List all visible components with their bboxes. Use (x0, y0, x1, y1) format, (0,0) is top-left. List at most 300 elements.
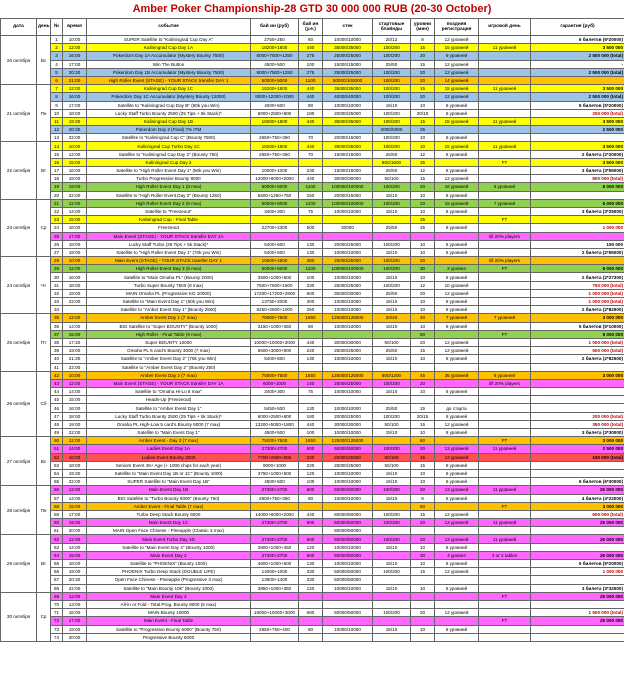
cell-s (323, 216, 373, 224)
cell-g: 2 билета (2*20000) (531, 150, 624, 158)
date-cell: 28 октября (1, 486, 37, 535)
cell-b: 2900+750+350 (251, 494, 299, 502)
cell-b: 18200+1800 (251, 142, 299, 150)
cell-b: 50000+5000 (251, 199, 299, 207)
cell-e: Pokerdom Day 1A Accumulator (Mystery Bounty 7500) (87, 52, 251, 60)
cell-bl: 25/50 (373, 150, 411, 158)
cell-n: 41 (51, 363, 63, 371)
cell-n: 56 (51, 486, 63, 494)
cell-u: 75 (299, 388, 323, 396)
cell-t: 14:00 (63, 494, 87, 502)
cell-u: 130 (299, 404, 323, 412)
cell-n: 64 (51, 551, 63, 559)
cell-t: 12:00 (63, 265, 87, 273)
cell-l: 20 (411, 535, 435, 543)
cell-t: 19:00 (63, 175, 87, 183)
cell-b: 12000+8000+2000 (251, 175, 299, 183)
cell-b (251, 600, 299, 608)
cell-b: 5400+600 (251, 240, 299, 248)
cell-n: 23 (51, 216, 63, 224)
cell-bl: 50/100 (373, 461, 411, 469)
cell-g (531, 576, 624, 584)
event-row (1, 232, 624, 240)
cell-t: 20:30 (63, 68, 87, 76)
cell-s: 125000/125000 (323, 437, 373, 445)
event-row (1, 240, 624, 248)
cell-u: 120 (299, 543, 323, 551)
cell-r (435, 126, 479, 134)
cell-r: 13 уровней (435, 535, 479, 543)
cell-d (479, 510, 531, 518)
date-cell: 25 октября (1, 314, 37, 371)
cell-d (479, 134, 531, 142)
event-row (1, 338, 624, 346)
cell-n: 18 (51, 175, 63, 183)
cell-d (479, 289, 531, 297)
cell-u (299, 363, 323, 371)
cell-r: 6 уровней (435, 388, 479, 396)
cell-n: 4 (51, 60, 63, 68)
cell-e: Kaliningrad Cup Day 1B (87, 117, 251, 125)
cell-bl: 100/200 (373, 142, 411, 150)
event-row (1, 363, 624, 371)
cell-u (299, 617, 323, 625)
cell-e: Amber Event - Day 3 (7 max) (87, 437, 251, 445)
event-row (1, 306, 624, 314)
cell-b: 3400+300 (251, 388, 299, 396)
cell-g (531, 76, 624, 84)
cell-s: 50000/50000 (323, 609, 373, 617)
cell-d (479, 494, 531, 502)
cell-l: 15 (411, 420, 435, 428)
cell-t: 22:00 (63, 584, 87, 592)
cell-g: 750 000 (total) (531, 281, 624, 289)
date-cell: 27 октября (1, 437, 37, 486)
cell-u: 90 (299, 322, 323, 330)
cell-t: 22:00 (63, 191, 87, 199)
cell-e: Kaliningrad Cup Day 2 (87, 158, 251, 166)
cell-n: 43 (51, 379, 63, 387)
cell-d: till 20% players (479, 257, 531, 265)
cell-g: 3 билета (3*32500) (531, 584, 624, 592)
cell-t: 15:00 (63, 502, 87, 510)
cell-g: 2 билета (2*82500) (531, 306, 624, 314)
cell-d: 6 уровней (479, 183, 531, 191)
cell-t: 15:00 (63, 551, 87, 559)
cell-s: 25000/25000 (323, 52, 373, 60)
event-row (1, 101, 624, 109)
cell-bl: 100/200 (373, 44, 411, 52)
cell-n: 44 (51, 388, 63, 396)
cell-r: 6 уровней (435, 248, 479, 256)
cell-n: 47 (51, 412, 63, 420)
cell-d (479, 240, 531, 248)
cell-e: Main Event (STAGE) - YOUR STACK transfer DAY 1A (87, 379, 251, 387)
event-row (1, 322, 624, 330)
event-row (1, 314, 624, 322)
cell-u (299, 216, 323, 224)
cell-u: 130 (299, 560, 323, 568)
cell-g: 250 000 (total) (531, 109, 624, 117)
column-header: игровой день (479, 19, 531, 36)
cell-t: 18:00 (63, 240, 87, 248)
event-row (1, 576, 624, 584)
event-row (1, 224, 624, 232)
cell-n: 40 (51, 355, 63, 363)
column-header: гарантия (руб) (531, 19, 624, 36)
cell-bl: 100/200 (373, 134, 411, 142)
cell-b: 2850+750+400 (251, 625, 299, 633)
cell-s (323, 363, 373, 371)
cell-g: 3 000 000 (531, 437, 624, 445)
cell-r: 12 уровней (435, 347, 479, 355)
cell-t: 20:30 (63, 126, 87, 134)
event-row (1, 199, 624, 207)
date-cell: 24 октября (1, 257, 37, 314)
cell-s: 50000/50000 (323, 527, 373, 535)
cell-n: 22 (51, 207, 63, 215)
cell-r: 6 уровней (435, 560, 479, 568)
cell-d: 6 уровней (479, 371, 531, 379)
cell-e: Amber Event Day 1 (7 max) (87, 314, 251, 322)
event-row (1, 281, 624, 289)
cell-t: 16:00 (63, 609, 87, 617)
cell-t: 17:00 (63, 60, 87, 68)
column-header: время (63, 19, 87, 36)
cell-b: 3400+300 (251, 207, 299, 215)
cell-d (479, 633, 531, 641)
cell-r: 12 уровней (435, 93, 479, 101)
cell-b: 3500+1000+500 (251, 273, 299, 281)
event-row (1, 150, 624, 158)
cell-d (479, 101, 531, 109)
cell-l: 15 (411, 60, 435, 68)
cell-l: 10 (411, 191, 435, 199)
cell-d (479, 109, 531, 117)
cell-n: 59 (51, 510, 63, 518)
cell-s: 125000/125000 (323, 314, 373, 322)
cell-l (411, 617, 435, 625)
event-row (1, 404, 624, 412)
cell-l: 45 (411, 371, 435, 379)
cell-s: 20000/25000 (323, 109, 373, 117)
cell-d: FT (479, 216, 531, 224)
cell-e: Lucky Staff Turbo Bounty 2500 (25 Tips + 5k Stack)* (87, 412, 251, 420)
cell-e: Satellite to "Kaliningrad Cup Day B" (50k you Win) (87, 101, 251, 109)
cell-s: 10000/10000 (323, 36, 373, 44)
cell-d (479, 469, 531, 477)
event-row (1, 76, 624, 84)
cell-b: 27300+2700 (251, 551, 299, 559)
cell-r: 6 уровней (435, 240, 479, 248)
page-title: Amber Poker Championship-28 GTD 30 000 000 RUB (20-30 October) (132, 3, 492, 15)
cell-r: 8 уровней (435, 224, 479, 232)
cell-b: 7700+2500+800 (251, 453, 299, 461)
cell-s: 10000/10000 (323, 429, 373, 437)
cell-e: Win The Button (87, 60, 251, 68)
date-cell: 30 октября (1, 592, 37, 641)
cell-e: Satellite to "Main Event Day 1B or 1C" (Bounty 1000) (87, 469, 251, 477)
cell-l: 20 (411, 519, 435, 527)
cell-r: 12 уровней (435, 175, 479, 183)
event-row (1, 584, 624, 592)
cell-e: Lucky Staff Turbo Bounty 2500 (25 Tips + 5k Stack)* (87, 109, 251, 117)
cell-g: 1 000 000 (total) (531, 289, 624, 297)
cell-b: 50000+5000 (251, 265, 299, 273)
cell-l: 25 (411, 126, 435, 134)
cell-b: 75000+7500 (251, 371, 299, 379)
cell-d (479, 36, 531, 44)
cell-l: 8 (411, 494, 435, 502)
cell-b: 5450+500 (251, 404, 299, 412)
cell-b: 4000+500 (251, 101, 299, 109)
column-header: № (51, 19, 63, 36)
cell-bl: 100/200 (373, 535, 411, 543)
cell-d (479, 126, 531, 134)
cell-bl: 100/200 (373, 412, 411, 420)
cell-g: 3 000 000 (531, 502, 624, 510)
cell-d (479, 363, 531, 371)
cell-s: 10000/10000 (323, 469, 373, 477)
cell-s (323, 592, 373, 600)
cell-n: 35 (51, 314, 63, 322)
cell-b (251, 126, 299, 134)
cell-l: 20 (411, 379, 435, 387)
cell-e: SUPER Satellite to "Kaliningrad Cup Day A" (87, 36, 251, 44)
cell-l (411, 633, 435, 641)
cell-r: 7 уровней (435, 314, 479, 322)
cell-l: 35 (411, 158, 435, 166)
cell-r (435, 232, 479, 240)
cell-n: 48 (51, 420, 63, 428)
cell-e: Main Event (STAGE) - YOUR STACK transfer DAY 1 (87, 257, 251, 265)
date-cell: 22 октября (1, 142, 37, 199)
cell-g: 1 000 000 (531, 568, 624, 576)
cell-s: 60000/60000 (323, 510, 373, 518)
cell-e: Amber Event - Final Table (7 max) (87, 502, 251, 510)
cell-n: 30 (51, 273, 63, 281)
cell-g: 6 билетов (6*30000) (531, 478, 624, 486)
cell-g (531, 216, 624, 224)
cell-e: Pokerdom Day 1C Accumulator (Mystery Bounty 12000) (87, 93, 251, 101)
cell-s (323, 232, 373, 240)
column-header: бай ин (руб) (251, 19, 299, 36)
cell-b (251, 396, 299, 404)
cell-b: 2650+750+350 (251, 150, 299, 158)
cell-t: 12:00 (63, 199, 87, 207)
cell-g (531, 379, 624, 387)
cell-l: 20 (411, 68, 435, 76)
cell-t: 14:00 (63, 445, 87, 453)
cell-d (479, 429, 531, 437)
cell-g: 5 билетов (5*20000) (531, 560, 624, 568)
cell-s: 10000/10000 (323, 404, 373, 412)
cell-bl (373, 437, 411, 445)
event-row (1, 469, 624, 477)
cell-l: 20 (411, 289, 435, 297)
cell-bl: 100/200 (373, 76, 411, 84)
weekday-cell: Вт (37, 535, 51, 592)
cell-e: Main Event (STAGE) - YOUR STACK transfer DAY 1A (87, 232, 251, 240)
event-row (1, 216, 624, 224)
cell-g: 3 500 000 (531, 158, 624, 166)
cell-bl: 15/10 (373, 248, 411, 256)
schedule-table (0, 18, 624, 642)
cell-d (479, 625, 531, 633)
cell-u: 440 (299, 142, 323, 150)
cell-b: 6000+2500+800 (251, 109, 299, 117)
cell-l: 10 (411, 355, 435, 363)
weekday-cell: Вт (37, 142, 51, 199)
cell-e: High Roller Event (STAGE) - YOUR STACK transfer DAY 1 (87, 76, 251, 84)
cell-e: BIG Satellite to "Super BOUNTY" (Bounty 1000) (87, 322, 251, 330)
cell-d (479, 404, 531, 412)
cell-e: Satellite to "PHOENIX" (Bounty 1000) (87, 560, 251, 568)
cell-bl (373, 633, 411, 641)
cell-l: 15 (411, 117, 435, 125)
cell-t: 19:30 (63, 117, 87, 125)
event-row (1, 478, 624, 486)
cell-e: Progressive Bounty 6000 (87, 633, 251, 641)
cell-r: 6 уровней (435, 109, 479, 117)
cell-l: 20 (411, 52, 435, 60)
cell-r: 6 уровней (435, 167, 479, 175)
cell-s (323, 600, 373, 608)
cell-t: 20:00 (63, 633, 87, 641)
cell-e: BIG Satellite to "Turbo Bounty 6000" (Bounty 750) (87, 494, 251, 502)
cell-u: 75 (299, 207, 323, 215)
cell-d (479, 167, 531, 175)
cell-n: 70 (51, 600, 63, 608)
cell-r (435, 527, 479, 535)
cell-b: 8250+2500+1000 (251, 306, 299, 314)
cell-l: 10 (411, 248, 435, 256)
cell-b (251, 617, 299, 625)
cell-t: 13:00 (63, 600, 87, 608)
event-row (1, 36, 624, 44)
cell-t: 10:00 (63, 371, 87, 379)
event-row (1, 494, 624, 502)
cell-s: 25000/25000 (323, 68, 373, 76)
cell-bl (373, 600, 411, 608)
cell-b: 18200+1800 (251, 117, 299, 125)
cell-r: 6 уровней (435, 429, 479, 437)
weekday-cell: Вс (37, 36, 51, 85)
cell-r (435, 576, 479, 584)
cell-b: 22700+2300 (251, 224, 299, 232)
cell-r: 12 уровней (435, 68, 479, 76)
cell-u: 600 (299, 519, 323, 527)
cell-s: 30000 (323, 224, 373, 232)
cell-g: 150 000 (total) (531, 453, 624, 461)
cell-l: 20 (411, 257, 435, 265)
cell-t: 10:00 (63, 142, 87, 150)
cell-s: 10000/10000 (323, 494, 373, 502)
cell-g: 3 500 000 (531, 142, 624, 150)
cell-b: 18200+1800 (251, 44, 299, 52)
cell-bl: 100/200 (373, 379, 411, 387)
cell-g (531, 543, 624, 551)
cell-g (531, 388, 624, 396)
cell-l: 20 (411, 93, 435, 101)
cell-u: 250 (299, 306, 323, 314)
cell-n: 2 (51, 44, 63, 52)
cell-e: Satellite to "Freezeout" (87, 207, 251, 215)
cell-u: 440 (299, 338, 323, 346)
cell-t: 17:00 (63, 232, 87, 240)
cell-u: 120 (299, 469, 323, 477)
cell-t: 18:00 (63, 560, 87, 568)
cell-t: 19:30 (63, 519, 87, 527)
cell-e: Satellite to "Amber Event Day 1" (87, 404, 251, 412)
cell-n: 6 (51, 76, 63, 84)
cell-u: 220 (299, 347, 323, 355)
cell-b: 10000+10000+2000 (251, 338, 299, 346)
cell-d: till 20% players (479, 379, 531, 387)
date-cell: 21 октября (1, 85, 37, 142)
cell-r (435, 437, 479, 445)
cell-l: 20 (411, 76, 435, 84)
cell-b: 4500+500 (251, 429, 299, 437)
cell-s: 50000/50000 (323, 551, 373, 559)
cell-b (251, 633, 299, 641)
cell-l (411, 576, 435, 584)
cell-u: 330 (299, 568, 323, 576)
cell-t: 16:00 (63, 273, 87, 281)
cell-t: 16:00 (63, 453, 87, 461)
cell-bl: 100/200 (373, 510, 411, 518)
cell-e: Satellite to "Amber Event Day 2" (75k you Win) (87, 355, 251, 363)
cell-bl: 100/200 (373, 568, 411, 576)
cell-d: 11 уровней (479, 117, 531, 125)
cell-d (479, 396, 531, 404)
cell-s: 35000/35000 (323, 44, 373, 52)
cell-l: 10 (411, 101, 435, 109)
cell-l: 30 (411, 265, 435, 273)
cell-s: 50000/100000 (323, 76, 373, 84)
cell-t: 12:00 (63, 314, 87, 322)
cell-d (479, 150, 531, 158)
cell-s: 25000/25000 (323, 453, 373, 461)
cell-e: MAIN Open Face Chinese - Pineapple (Classic 3 max) (87, 527, 251, 535)
cell-u: 150 (299, 191, 323, 199)
cell-u (299, 158, 323, 166)
cell-b: 5500+1250+750 (251, 191, 299, 199)
event-row (1, 158, 624, 166)
cell-s: 50000/50000 (323, 445, 373, 453)
cell-u: 440 (299, 175, 323, 183)
cell-b: 75000+7500 (251, 314, 299, 322)
cell-n: 62 (51, 535, 63, 543)
cell-g: 3 билета (3*30000) (531, 429, 624, 437)
cell-n: 71 (51, 609, 63, 617)
cell-b: 75000+7500 (251, 437, 299, 445)
cell-g: 2 билета (2*82500) (531, 355, 624, 363)
cell-t: 20:00 (63, 527, 87, 535)
cell-u: 220 (299, 461, 323, 469)
cell-t: 10:00 (63, 257, 87, 265)
cell-g (531, 363, 624, 371)
cell-e: Ladies Event Day 1A (87, 445, 251, 453)
event-row (1, 207, 624, 215)
cell-u (299, 396, 323, 404)
cell-g: 500 000 (total) (531, 347, 624, 355)
event-row (1, 592, 624, 600)
cell-u: 680 (299, 609, 323, 617)
cell-l: 40 (411, 314, 435, 322)
cell-u: 600 (299, 289, 323, 297)
cell-s: 25000/25000 (323, 281, 373, 289)
